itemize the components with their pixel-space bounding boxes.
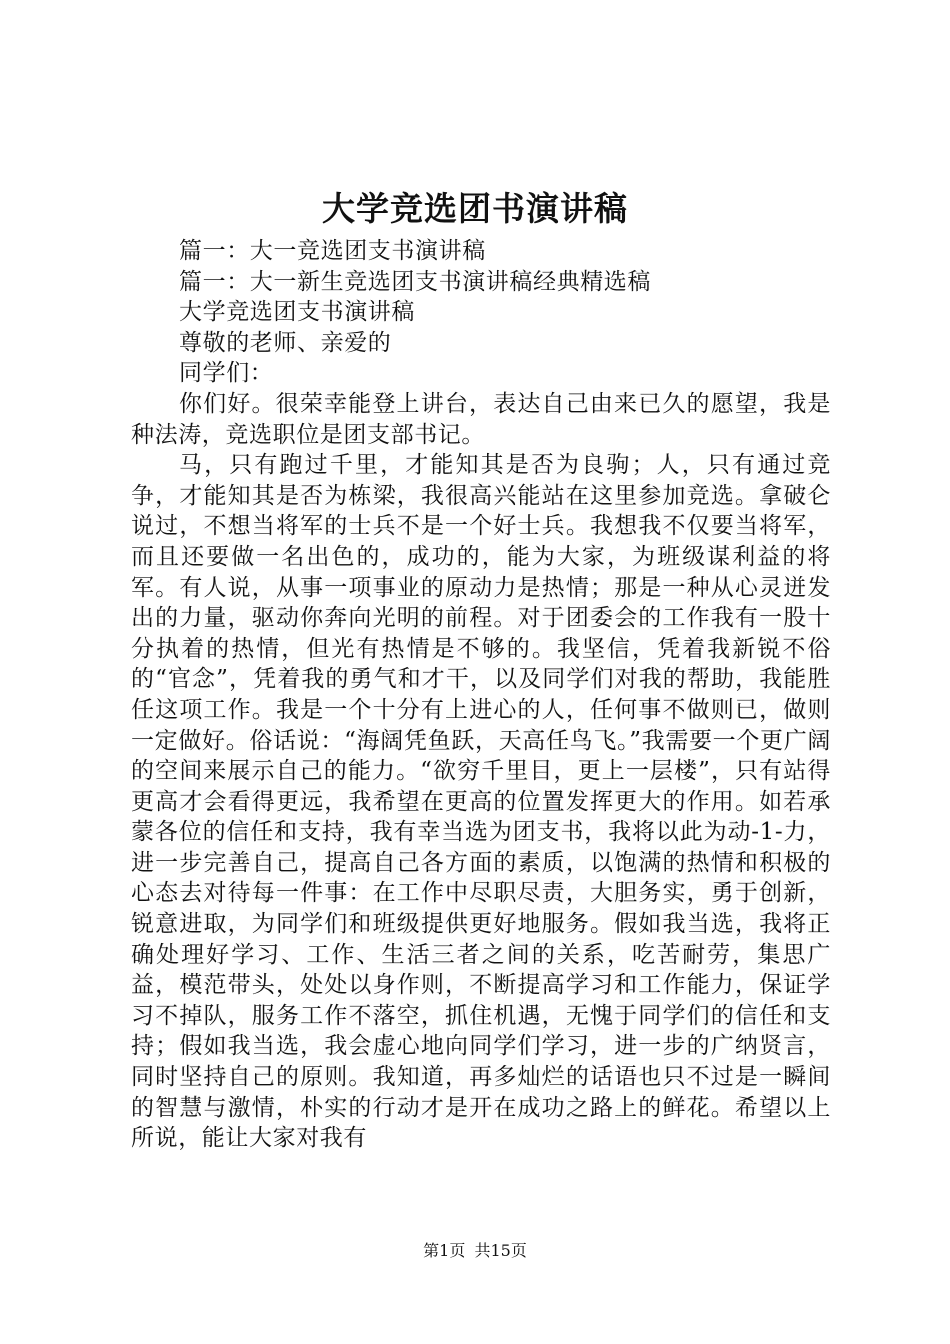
paragraph-salutation-cont: 同学们： xyxy=(179,360,274,387)
page-number: 第1页 xyxy=(423,1241,466,1260)
page-total: 共15页 xyxy=(474,1241,527,1260)
paragraph-heading-2: 篇一：大一新生竞选团支书演讲稿经典精选稿 xyxy=(179,268,651,295)
paragraph-salutation: 尊敬的老师、亲爱的 xyxy=(179,329,392,356)
document-title: 大学竞选团书演讲稿 xyxy=(322,189,628,228)
page-footer xyxy=(0,1240,950,1262)
paragraph-heading-1: 篇一：大一竞选团支书演讲稿 xyxy=(179,238,486,264)
paragraph-greeting: 你们好。很荣幸能登上讲台，表达自己由来已久的愿望，我是种法涛，竞选职位是团支部书记。 xyxy=(131,390,831,448)
paragraph-heading-3: 大学竞选团支书演讲稿 xyxy=(179,299,415,326)
document-body xyxy=(131,236,831,1154)
paragraph-main: 马，只有跑过千里，才能知其是否为良驹；人，只有通过竞争，才能知其是否为栋梁，我很高兴能站在这里参加竞选。拿破仑说过，不想当将军的士兵不是一个好士兵。我想我不仅要当将军，而且还要做一名出色的，成功的，能为大家，为班级谋利益的将军。有人说，从事一项事业的原动力是热情；那是一种从心灵迸发出的力量，驱动你奔向光明的前程。对于团委会的工作我有一股十分执着的热情，但光有热情是不够的。我坚信，凭着我新锐不俗的“官念”，凭着我的勇气和才干，以及同学们对我的帮助，我能胜任这项工作。我是一个十分有上进心的人，任何事不做则已，做则一定做好。俗话说：“海阔凭鱼跃，天高任鸟飞。”我需要一个更广阔的空间来展示自己的能力。“欲穷千里目，更上一层楼”，只有站得更高才会看得更远，我希望在更高的位置发挥更大的作用。如若承蒙各位的信任和支持，我有幸当选为团支书，我将以此为动-1-力，进一步完善自己，提高自己各方面的素质，以饱满的热情和积极的心态去对待每一件事：在工作中尽职尽责，大胆务实，勇于创新，锐意进取，为同学们和班级提供更好地服务。假如我当选，我将正确处理好学习、工作、生活三者之间的关系，吃苦耐劳，集思广益，模范带头，处处以身作则，不断提高学习和工作能力，保证学习不掉队，服务工作不落空，抓住机遇，无愧于同学们的信任和支持；假如我当选，我会虚心地向同学们学习，进一步的广纳贤言，同时坚持自己的原则。我知道，再多灿烂的话语也只不过是一瞬间的智慧与激情，朴实的行动才是开在成功之路上的鲜花。希望以上所说，能让大家对我有 xyxy=(131,452,831,1152)
